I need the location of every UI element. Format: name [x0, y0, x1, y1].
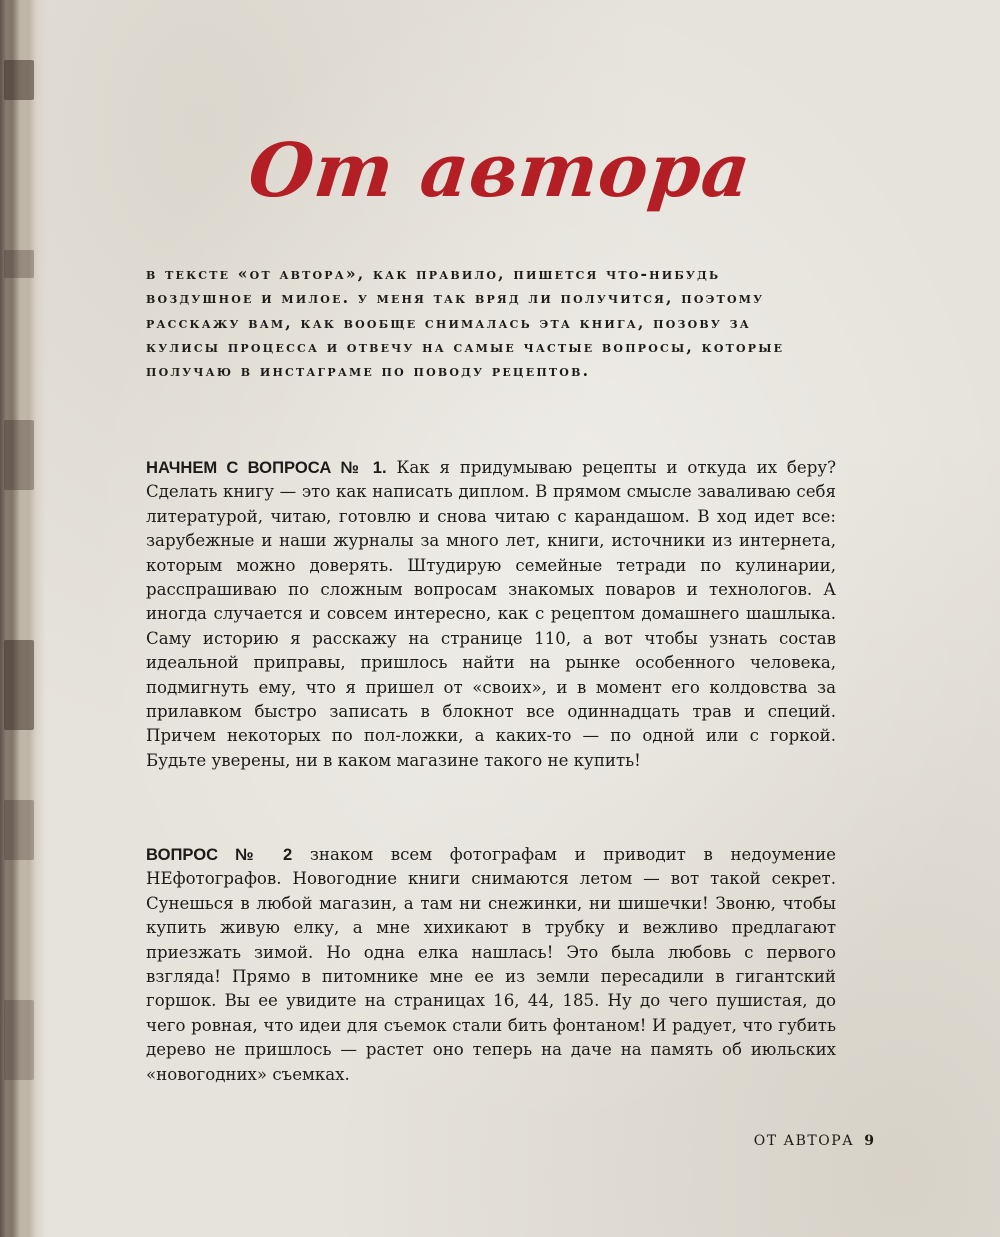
- footer-section: ОТ АВТОРА: [753, 1133, 855, 1149]
- intro-paragraph: в тексте «от автора», как правило, пишется что-нибудь воздушное и милое. у меня так вряд ли получится, поэтому расскажу вам, как вообще снималась эта книга, позову за кулисы процесса и отвечу на самые частые вопросы, которые получаю в инстаграме по поводу рецептов.: [146, 264, 785, 381]
- question-1-lead: НАЧНЕМ С ВОПРОСА № 1.: [146, 458, 387, 477]
- question-1-text: Как я придумываю рецепты и откуда их беру? Сделать книгу — это как написать диплом. В прямом смысле заваливаю себя литературой, читаю, готовлю и снова читаю с карандашом. В ход идет все: зарубежные и наши журналы за много лет, книги, источники из интернета, которым можно доверять. Штудирую семейные тетради по кулинарии, расспрашиваю по сложным вопросам знакомых поваров и технологов. А иногда случается и совсем интересно, как с рецептом домашнего шашлыка. Саму историю я расскажу на странице 110, а вот чтобы узнать состав идеальной приправы, пришлось найти на рынке особенного человека, подмигнуть ему, что я пришел от «своих», и в момент его колдовства за прилавком быстро записать в блокнот все одиннадцать трав и специй. Причем некоторых по пол-ложки, а каких-то — по одной или с горкой. Будьте уверены, ни в каком магазине такого не купить!: [146, 458, 837, 770]
- page-number: 9: [864, 1133, 874, 1149]
- page-title: От автора: [244, 128, 756, 214]
- question-2-lead: ВОПРОС № 2: [146, 845, 293, 864]
- question-1-paragraph: [146, 456, 836, 773]
- question-2-paragraph: [146, 843, 836, 1087]
- question-2-text: знаком всем фотографам и приводит в недоумение НЕфотографов. Новогодние книги снимаются летом — вот такой секрет. Сунешься в любой магазин, а там ни снежинки, ни шишечки! Звоню, чтобы купить живую елку, а мне хихикают в трубку и вежливо предлагают приезжать зимой. Но одна елка нашлась! Это была любовь с первого взгляда! Прямо в питомнике мне ее из земли пересадили в гигантский горшок. Вы ее увидите на страницах 16, 44, 185. Ну до чего пушистая, до чего ровная, что идеи для съемок стали бить фонтаном! И радует, что губить дерево не пришлось — растет оно теперь на даче на память об июльских «новогодних» съемках.: [146, 845, 836, 1084]
- page-footer: [754, 1133, 874, 1149]
